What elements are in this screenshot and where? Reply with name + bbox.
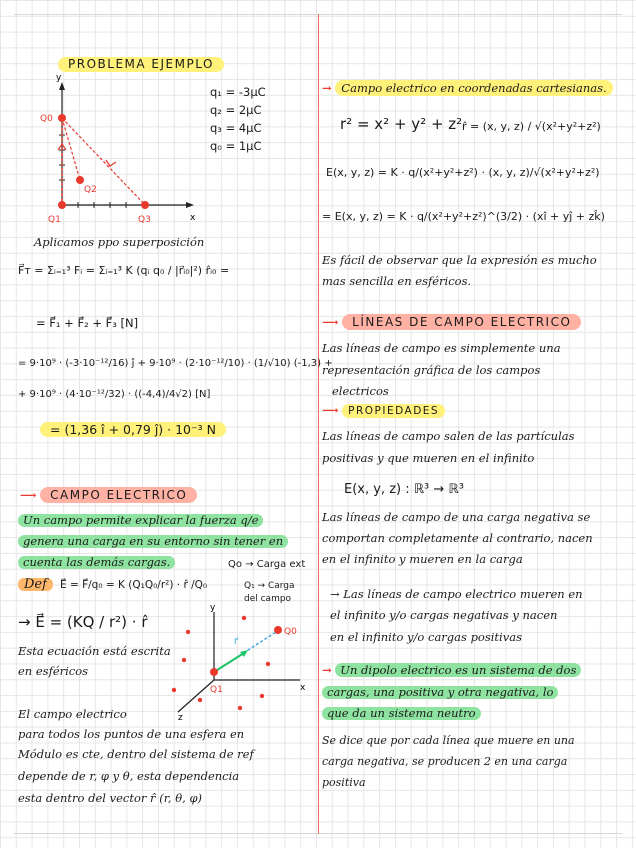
label-q2: Q2: [84, 185, 97, 195]
arrow-icon: ⟶: [322, 403, 339, 417]
dipole-line-3: que da un sistema neutro: [322, 707, 481, 720]
dice-line-3: positiva: [322, 776, 366, 789]
label-r-vector: r⃗: [234, 637, 238, 647]
equation-substitution-1: = 9·10⁹ · (-3·10⁻¹²/16) ĵ + 9·10⁹ · (2·10⁻¹²/10) · (1/√10) (-1,3) +: [18, 358, 333, 369]
prop-line-2: positivas y que mueren en el infinito: [322, 451, 535, 465]
propiedades-title-row: [322, 404, 445, 418]
arrow-icon: →: [322, 663, 332, 677]
lineas-title-row: [322, 316, 581, 329]
charge-q0: q₀ = 1μC: [210, 139, 262, 153]
point-q0-2: [274, 626, 282, 634]
label-q0: Q0: [40, 114, 53, 124]
axis-y2-label: y: [210, 603, 216, 613]
negative-line-2: comportan completamente al contrario, nacen: [322, 531, 593, 545]
lineas-title: LÍNEAS DE CAMPO ELECTRICO: [342, 314, 581, 330]
equation-sum-forces: = F⃗₁ + F⃗₂ + F⃗₃ [N]: [36, 316, 139, 330]
paragraph-line-4: depende de r, φ y θ, esta dependencia: [18, 769, 240, 783]
r-hat-eq: r̂ = (x, y, z) / √(x²+y²+z²): [462, 120, 601, 133]
dipole-line-1: Un dipolo electrico es un sistema de dos: [335, 663, 581, 677]
e-xyz-simplified: = E(x, y, z) = K · q/(x²+y²+z²)^(3/2) · (xî + yĵ + zk̂): [322, 210, 605, 223]
dice-line-2: carga negativa, se producen 2 en una carga: [322, 755, 568, 768]
campo-line-2: genera una carga en su entorno sin tener en: [18, 535, 288, 548]
paragraph-line-2: para todos los puntos de una esfera en: [18, 727, 245, 741]
lineas-line-3: electricos: [332, 384, 389, 398]
infinity-line-3: en el infinito y/o cargas positivas: [330, 630, 522, 644]
unit-vector: [214, 653, 244, 672]
field-mapping: E(x, y, z) : ℝ³ → ℝ³: [344, 482, 464, 497]
axis-x-label: x: [190, 213, 196, 223]
dice-line-1: Se dice que por cada línea que muere en una: [322, 734, 575, 747]
dipole-row: [322, 664, 581, 677]
lineas-line-2: representación gráfica de los campos: [322, 363, 541, 377]
field-equation: → E⃗ = (KQ / r²) · r̂: [18, 613, 148, 631]
label-q3: Q3: [138, 215, 151, 225]
esta-line-1: Esta ecuación está escrita: [18, 644, 171, 658]
e-xyz-eq: E(x, y, z) = K · q/(x²+y²+z²) · (x, y, z)/√(x²+y²+z²): [326, 166, 600, 179]
paragraph-line-1: El campo electrico: [18, 707, 127, 721]
label-q1: Q1: [48, 215, 61, 225]
point-q1-2: [210, 668, 218, 676]
paragraph-line-5: esta dentro del vector r̂ (r, θ, φ): [18, 791, 203, 805]
definition-tag: Def: [18, 578, 53, 591]
label-q1-2: Q1: [210, 685, 223, 695]
superposition-text: Aplicamos ppo superposición: [34, 235, 205, 249]
axis-y-label: y: [56, 73, 62, 83]
lineas-line-1: Las líneas de campo es simplemente una: [322, 341, 561, 355]
sphere-points: [172, 616, 270, 710]
arrow-icon: →: [322, 81, 332, 95]
cartesian-title: Campo electrico en coordenadas cartesianas.: [335, 80, 612, 96]
facil-line-1: Es fácil de observar que la expresión es mucho: [322, 253, 597, 267]
arrow-icon: ⟶: [20, 488, 37, 502]
definition-equation: E⃗ = F⃗/q₀ = K (Q₁Q₀/r²) · r̂ /Q₀: [60, 579, 208, 591]
negative-line-3: en el infinito y mueren en la carga: [322, 552, 523, 566]
problem-title: PROBLEMA EJEMPLO: [58, 57, 224, 72]
infinity-line-1: → Las líneas de campo electrico mueren en: [330, 587, 583, 601]
paragraph-line-3: Módulo es cte, dentro del sistema de ref: [18, 747, 254, 761]
charge-q3: q₃ = 4μC: [210, 121, 262, 135]
charge-q1: q₁ = -3μC: [210, 85, 266, 99]
charge-q2: q₂ = 2μC: [210, 103, 262, 117]
result-force: = (1,36 î + 0,79 ĵ) · 10⁻³ N: [40, 422, 226, 437]
q1-note: Q₁ → Carga del campo: [244, 581, 295, 604]
r-squared-eq: r² = x² + y² + z²: [340, 115, 463, 133]
axis-x2-label: x: [300, 683, 306, 693]
arrow-icon: ⟶: [322, 315, 339, 329]
label-q0-2: Q0: [284, 627, 297, 637]
propiedades-title: PROPIEDADES: [342, 404, 445, 418]
dipole-line-2: cargas, una positiva y otra negativa, lo: [322, 686, 558, 699]
cartesian-title-row: [322, 82, 613, 95]
equation-substitution-2: + 9·10⁹ · (4·10⁻¹²/32) · ((-4,4)/4√2) [N]: [18, 389, 211, 400]
infinity-line-2: el infinito y/o cargas negativas y nacen: [330, 608, 558, 622]
campo-title: CAMPO ELECTRICO: [40, 487, 197, 503]
campo-line-1: Un campo permite explicar la fuerza q/e: [18, 514, 263, 527]
qo-note: Qo → Carga ext: [228, 559, 306, 570]
facil-line-2: mas sencilla en esféricos.: [322, 274, 472, 288]
campo-line-3: cuenta las demás cargas.: [18, 556, 175, 569]
negative-line-1: Las líneas de campo de una carga negativa se: [322, 510, 591, 524]
prop-line-1: Las líneas de campo salen de las partículas: [322, 429, 575, 443]
equation-total-force: F⃗ᴛ = Σᵢ₌₁³ Fᵢ = Σᵢ₌₁³ K (qᵢ q₀ / |r⃗ᵢ₀|²) r̂ᵢ₀ =: [18, 264, 230, 277]
axis-z2: [178, 680, 214, 712]
esta-line-2: en esféricos: [18, 664, 89, 678]
axis-z2-label: z: [178, 713, 183, 723]
